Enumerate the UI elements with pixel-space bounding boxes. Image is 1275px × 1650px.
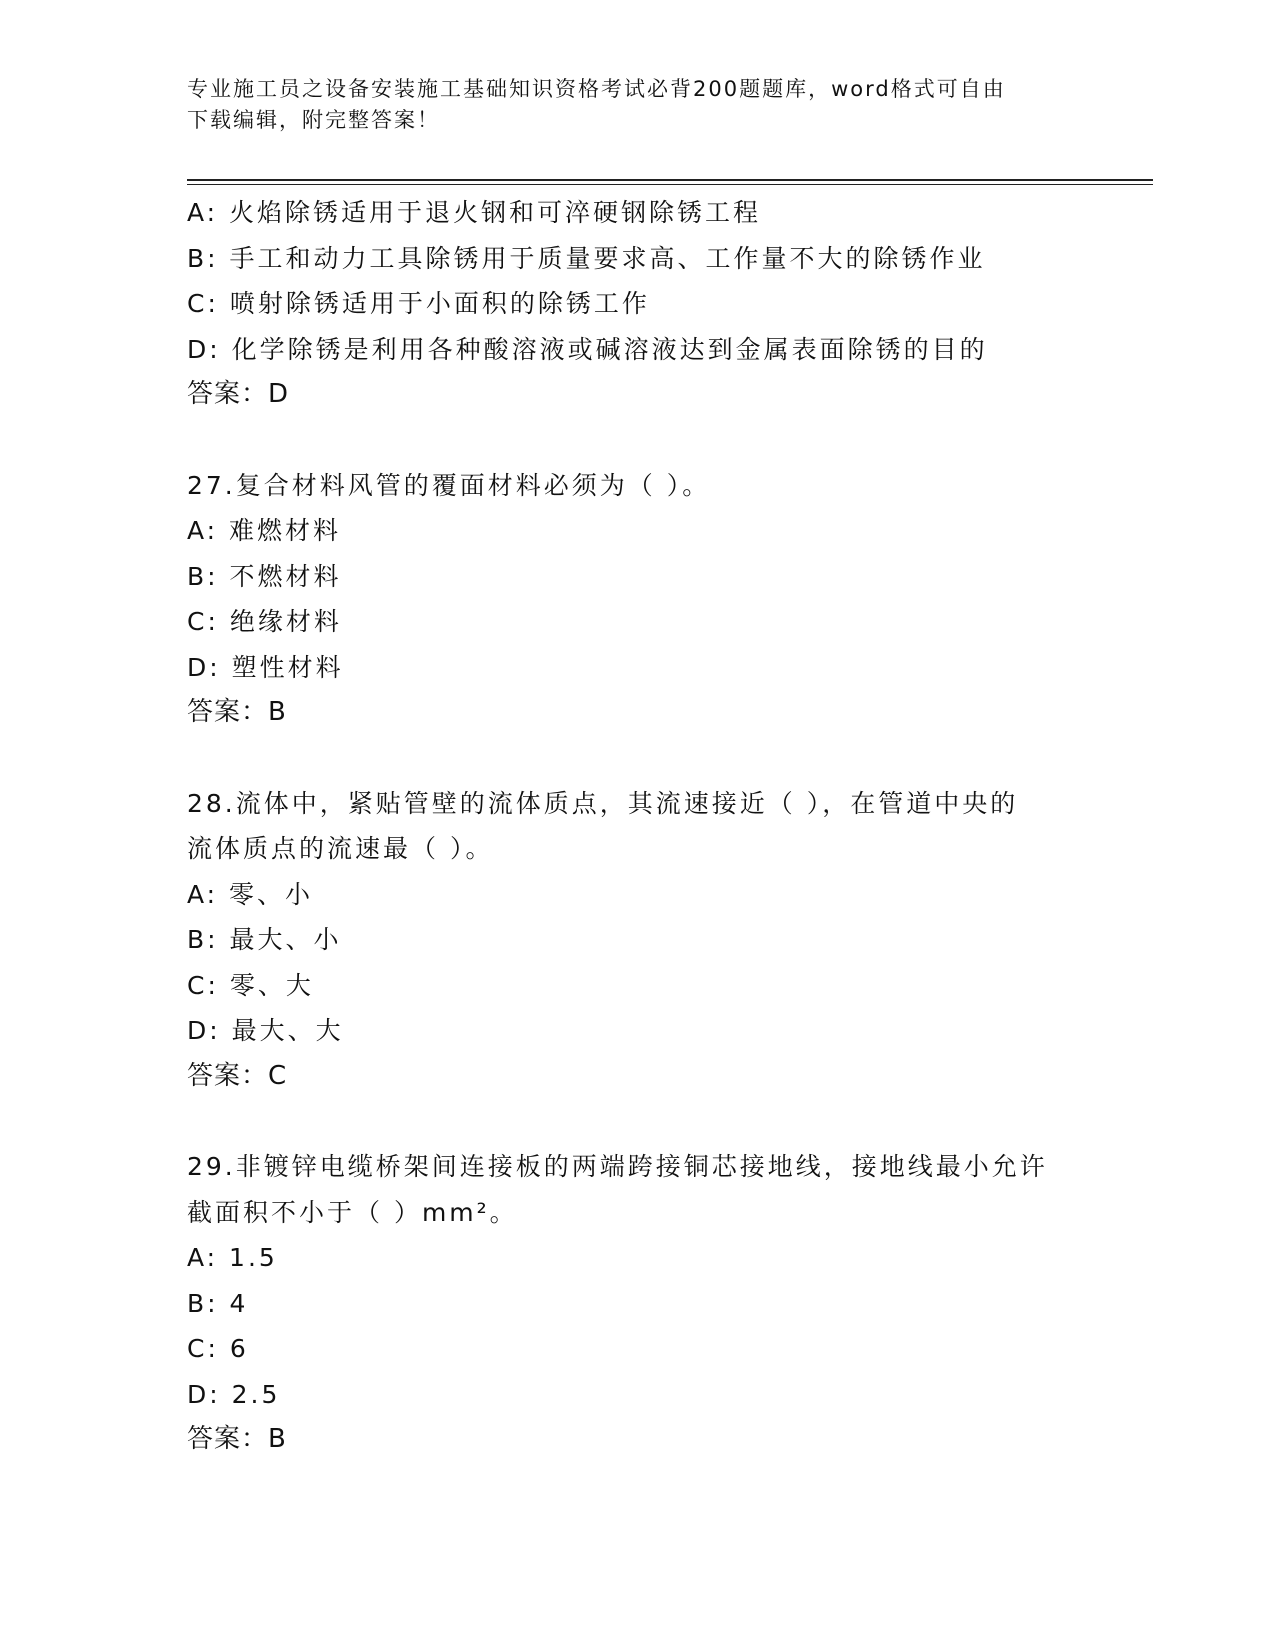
option-b: B: 4 — [187, 1288, 249, 1318]
option-a: A: 零、小 — [187, 879, 314, 909]
question-27 — [187, 463, 1087, 736]
option-a: A: 1.5 — [187, 1243, 278, 1272]
question-stem-cont: 截面积不小于（ ）mm²。 — [187, 1197, 518, 1227]
option-a: A: 难燃材料 — [187, 516, 342, 545]
question-stem: 28.流体中，紧贴管壁的流体质点，其流速接近（ ），在管道中央的 — [187, 788, 1019, 818]
option-c: C: 绝缘材料 — [187, 607, 342, 636]
option-c: C: 6 — [187, 1334, 249, 1363]
option-d: D: 塑性材料 — [187, 652, 344, 682]
option-b: B: 不燃材料 — [187, 561, 342, 591]
answer-line: 答案：D — [187, 379, 290, 409]
question-stem-cont: 流体质点的流速最（ ）。 — [187, 834, 494, 863]
question-stem: 27.复合材料风管的覆面材料必须为（ ）。 — [187, 470, 711, 500]
question-26-continued — [187, 190, 1087, 418]
option-d: D: 最大、大 — [187, 1016, 344, 1045]
option-b: B: 手工和动力工具除锈用于质量要求高、工作量不大的除锈作业 — [187, 243, 986, 273]
option-d: D: 化学除锈是利用各种酸溶液或碱溶液达到金属表面除锈的目的 — [187, 334, 988, 364]
question-29 — [187, 1144, 1087, 1463]
header-line-2: 下载编辑，附完整答案！ — [187, 108, 440, 132]
header-divider-thick — [187, 179, 1153, 181]
header-line-1: 专业施工员之设备安装施工基础知识资格考试必背200题题库，word格式可自由 — [187, 77, 1006, 101]
option-b: B: 最大、小 — [187, 925, 342, 954]
question-stem: 29.非镀锌电缆桥架间连接板的两端跨接铜芯接地线，接地线最小允许 — [187, 1152, 1048, 1181]
answer-line: 答案：C — [187, 1060, 288, 1091]
document-header — [187, 74, 1087, 136]
option-a: A: 火焰除锈适用于退火钢和可淬硬钢除锈工程 — [187, 198, 762, 227]
header-divider-thin — [187, 184, 1153, 185]
answer-line: 答案：B — [187, 1424, 287, 1454]
question-28 — [187, 781, 1087, 1100]
option-d: D: 2.5 — [187, 1379, 281, 1409]
answer-line: 答案：B — [187, 697, 287, 727]
option-c: C: 喷射除锈适用于小面积的除锈工作 — [187, 289, 650, 318]
question-list — [187, 190, 1087, 1463]
option-c: C: 零、大 — [187, 970, 314, 1000]
